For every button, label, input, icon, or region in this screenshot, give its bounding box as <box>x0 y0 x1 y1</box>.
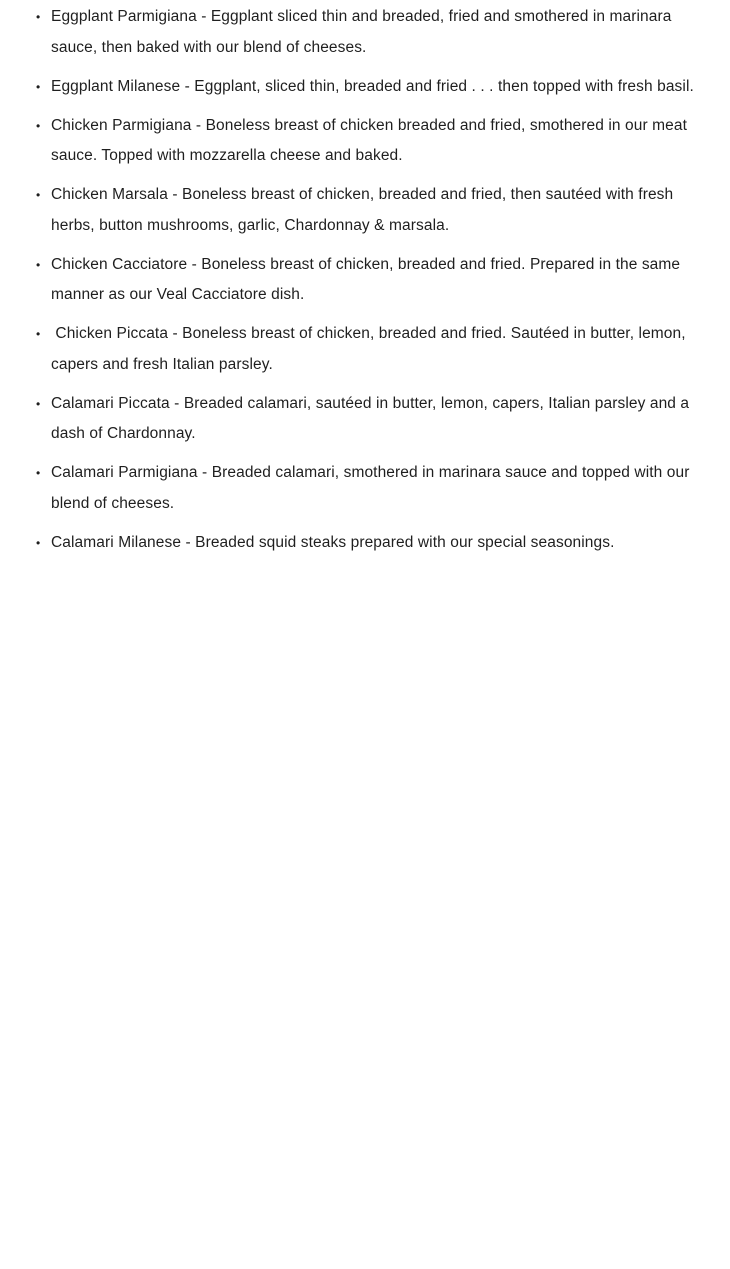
bullet-icon: • <box>36 535 41 550</box>
bullet-icon: • <box>36 466 41 480</box>
menu-item-description: Chicken Parmigiana - Boneless breast of chicken breaded and fried, smothered in our meat sauce. Topped with mozzarella cheese and baked. <box>51 116 692 164</box>
list-item <box>0 72 730 103</box>
list-item <box>0 2 730 63</box>
menu-item-description: Calamari Milanese - Breaded squid steaks prepared with our special seasonings. <box>51 533 615 551</box>
menu-item-description: Calamari Piccata - Breaded calamari, sautéed in butter, lemon, capers, Italian parsley and a dash of Chardonnay. <box>51 394 694 442</box>
list-item <box>0 180 730 241</box>
bullet-icon: • <box>36 257 41 272</box>
menu-item-description: Chicken Cacciatore - Boneless breast of chicken, breaded and fried. Prepared in the same manner as our Veal Cacciatore dish. <box>51 255 685 303</box>
menu-item-list <box>0 0 730 558</box>
list-item <box>0 389 730 450</box>
menu-item-description: Eggplant Parmigiana - Eggplant sliced thin and breaded, fried and smothered in marinara sauce, then baked with our blend of cheeses. <box>51 8 676 56</box>
bullet-icon: • <box>36 327 41 341</box>
bullet-icon: • <box>36 118 41 133</box>
bullet-icon: • <box>36 396 41 411</box>
menu-item-description: Chicken Marsala - Boneless breast of chicken, breaded and fried, then sautéed with fresh herbs, button mushrooms, garlic, Chardonnay & marsala. <box>51 186 678 234</box>
list-item <box>0 528 730 559</box>
list-item <box>0 319 730 380</box>
bullet-icon: • <box>36 79 41 94</box>
menu-item-description: Chicken Piccata - Boneless breast of chicken, breaded and fried. Sautéed in butter, lemon, capers and fresh Italian parsley. <box>51 325 691 373</box>
list-item <box>0 458 730 519</box>
list-item <box>0 250 730 311</box>
bullet-icon: • <box>36 10 41 24</box>
menu-item-description: Eggplant Milanese - Eggplant, sliced thin, breaded and fried . . . then topped with fresh basil. <box>51 77 694 95</box>
bullet-icon: • <box>36 188 41 202</box>
list-item <box>0 111 730 172</box>
menu-item-description: Calamari Parmigiana - Breaded calamari, smothered in marinara sauce and topped with our blend of cheeses. <box>51 464 694 512</box>
